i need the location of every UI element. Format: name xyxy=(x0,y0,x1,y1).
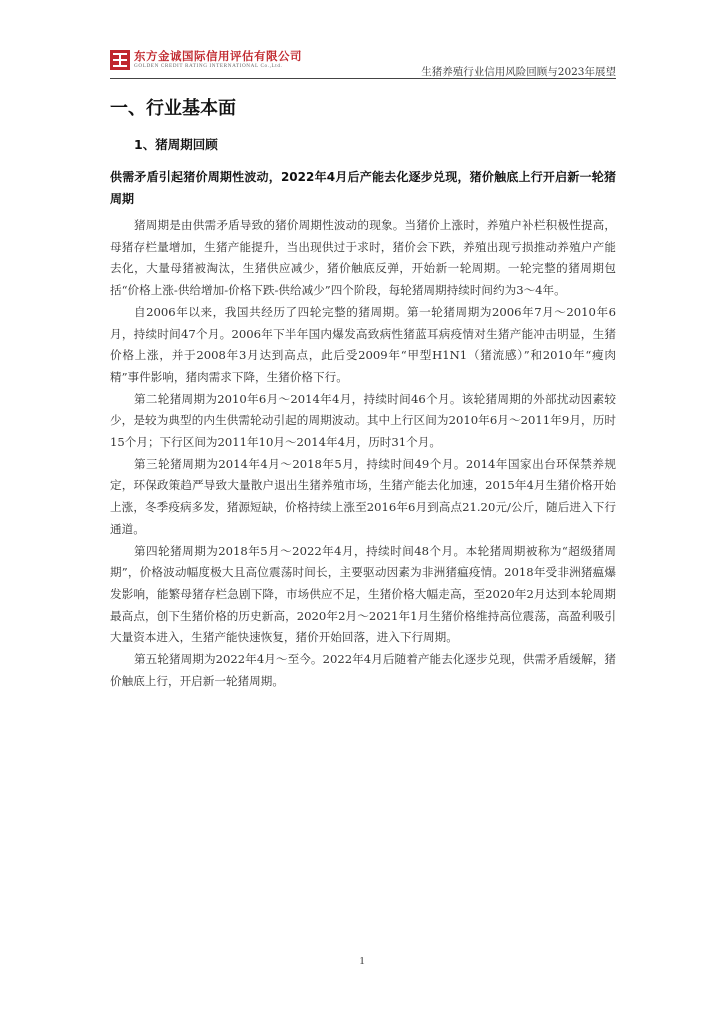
page-number: 1 xyxy=(359,955,365,967)
header-divider xyxy=(110,78,616,79)
lead-paragraph: 供需矛盾引起猪价周期性波动，2022年4月后产能去化逐步兑现，猪价触底上行开启新一轮猪周期 xyxy=(110,170,616,206)
page-header xyxy=(110,46,616,80)
paragraph: 第三轮猪周期为2014年4月～2018年5月，持续时间49个月。2014年国家出台环保禁养规定，环保政策趋严导致大量散户退出生猪养殖市场，生猪产能去化加速，2015年4月生猪价格开始上涨，冬季疫病多发，猪源短缺，价格持续上涨至2016年6月到高点21.20元/公斤，随后进入下行通道。 xyxy=(110,456,616,536)
paragraph: 自2006年以来，我国共经历了四轮完整的猪周期。第一轮猪周期为2006年7月～2010年6月，持续时间47个月。2006年下半年国内爆发高致病性猪蓝耳病疫情对生猪产能冲击明显，生猪价格上涨，并于2008年3月达到高点，此后受2009年“甲型H1N1（猪流感）”和2010年“瘦肉精”事件影响，猪肉需求下降，生猪价格下行。 xyxy=(110,304,616,384)
paragraph: 猪周期是由供需矛盾导致的猪价周期性波动的现象。当猪价上涨时，养殖户补栏积极性提高，母猪存栏量增加，生猪产能提升，当出现供过于求时，猪价会下跌，养殖出现亏损推动养殖户产能去化，大量母猪被淘汰，生猪供应减少，猪价触底反弹，开始新一轮周期。一轮完整的猪周期包括“价格上涨-供给增加-价格下跌-供给减少”四个阶段，每轮猪周期持续时间约为3～4年。 xyxy=(110,218,616,298)
paragraph: 第五轮猪周期为2022年4月～至今。2022年4月后随着产能去化逐步兑现，供需矛盾缓解，猪价触底上行，开启新一轮猪周期。 xyxy=(110,652,616,688)
report-title: 生猪养殖行业信用风险回顾与2023年展望 xyxy=(421,66,616,78)
body-text xyxy=(110,215,616,692)
paragraph: 第二轮猪周期为2010年6月～2014年4月，持续时间46个月。该轮猪周期的外部扰动因素较少，是较为典型的内生供需轮动引起的周期波动。其中上行区间为2010年6月～2011年9月，历时15个月；下行区间为2011年10月～2014年4月，历时31个月。 xyxy=(110,391,616,450)
company-name-cn: 东方金诚国际信用评估有限公司 xyxy=(134,49,302,63)
company-name-en: GOLDEN CREDIT RATING INTERNATIONAL Co.,Ltd. xyxy=(134,63,283,69)
paragraph: 第四轮猪周期为2018年5月～2022年4月，持续时间48个月。本轮猪周期被称为“超级猪周期”，价格波动幅度极大且高位震荡时间长，主要驱动因素为非洲猪瘟疫情。2018年受非洲猪瘟爆发影响，能繁母猪存栏急剧下降，市场供应不足，生猪价格大幅走高，至2020年2月达到本轮周期最高点，创下生猪价格的历史新高，2020年2月～2021年1月生猪价格维持高位震荡，高盈利吸引大量资本进入，生猪产能快速恢复，猪价开始回落，进入下行周期。 xyxy=(110,543,616,645)
subsection-title: 1、猪周期回顾 xyxy=(134,137,218,152)
section-title: 一、行业基本面 xyxy=(110,98,236,119)
company-logo-icon xyxy=(110,50,130,70)
